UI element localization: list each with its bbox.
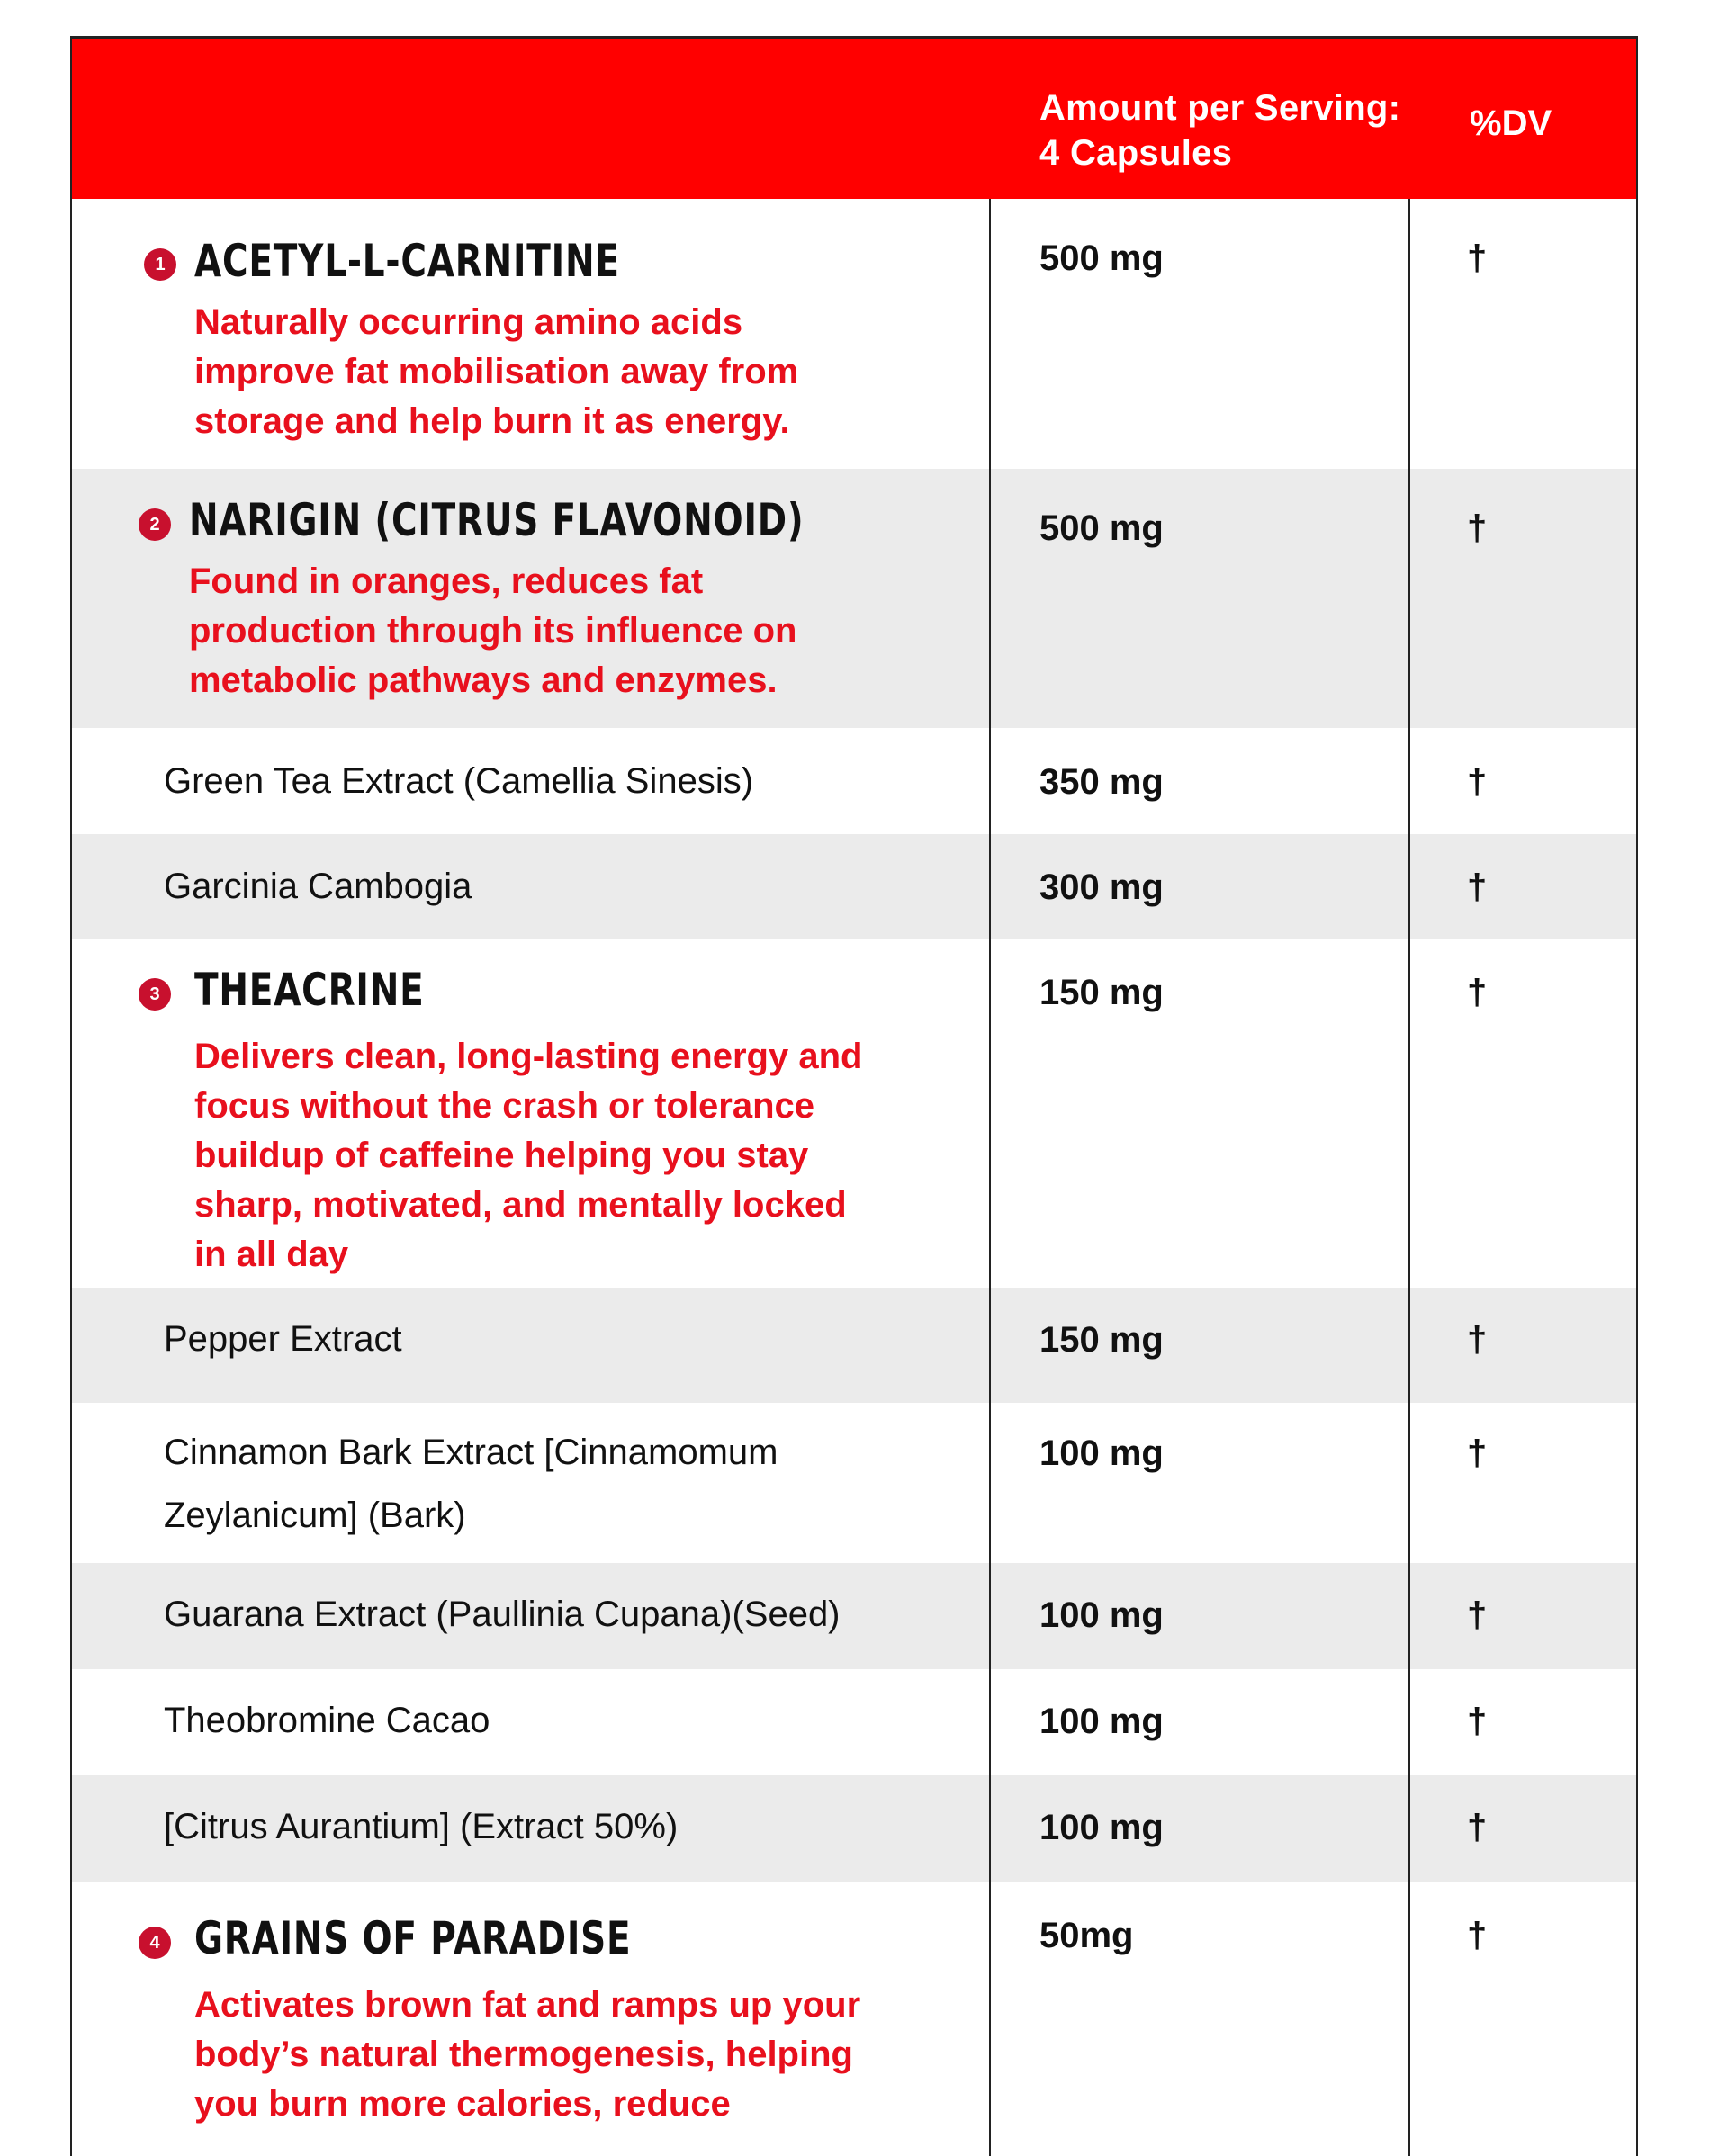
description-line: metabolic pathways and enzymes. — [189, 660, 778, 700]
amount-value: 100 mg — [1040, 1808, 1164, 1847]
ingredient-title: ACETYL-L-CARNITINE — [194, 235, 620, 287]
description-line: improve fat mobilisation away from — [194, 352, 799, 391]
dv-value: † — [1467, 867, 1488, 907]
table-row — [72, 939, 1636, 1288]
amount-value: 350 mg — [1040, 762, 1164, 802]
description-line: you burn more calories, reduce — [194, 2084, 731, 2124]
table-row — [72, 1563, 1636, 1669]
dv-value: † — [1467, 508, 1488, 548]
amount-value: 150 mg — [1040, 1320, 1164, 1360]
number-badge: 1 — [144, 248, 176, 281]
table-row — [72, 1288, 1636, 1403]
description-line: in all day — [194, 1235, 349, 1274]
ingredient-name: Guarana Extract (Paullinia Cupana)(Seed) — [164, 1595, 841, 1634]
description-line: Activates brown fat and ramps up your — [194, 1985, 861, 2025]
table-row — [72, 1403, 1636, 1563]
description-line: buildup of caffeine helping you stay — [194, 1136, 809, 1175]
ingredient-description — [194, 1032, 862, 1280]
amount-value: 500 mg — [1040, 238, 1164, 278]
column-divider — [1408, 199, 1410, 2156]
description-line: focus without the crash or tolerance — [194, 1086, 815, 1126]
ingredient-description — [194, 298, 798, 446]
amount-value: 100 mg — [1040, 1595, 1164, 1635]
dv-value: † — [1467, 1808, 1488, 1847]
table-row — [72, 834, 1636, 939]
amount-header-line2: 4 Capsules — [1040, 133, 1233, 173]
dv-value: † — [1467, 973, 1488, 1012]
amount-value: 300 mg — [1040, 867, 1164, 907]
ingredient-title: NARIGIN (CITRUS FLAVONOID) — [189, 494, 805, 546]
number-badge: 4 — [139, 1927, 171, 1959]
table-row — [72, 199, 1636, 469]
supplement-facts-table — [70, 36, 1638, 2156]
ingredient-title: GRAINS OF PARADISE — [194, 1912, 632, 1964]
column-divider — [989, 199, 991, 2156]
dv-value: † — [1467, 1320, 1488, 1360]
ingredient-name: Theobromine Cacao — [164, 1701, 490, 1740]
dv-value: † — [1467, 238, 1488, 278]
description-line: storage and help burn it as energy. — [194, 401, 790, 441]
amount-value: 50mg — [1040, 1916, 1134, 1955]
description-line: Delivers clean, long-lasting energy and — [194, 1037, 863, 1076]
table-row — [72, 1775, 1636, 1882]
amount-value: 150 mg — [1040, 973, 1164, 1012]
table-header — [72, 39, 1636, 199]
amount-header-line1: Amount per Serving: — [1040, 88, 1401, 128]
table-row — [72, 469, 1636, 728]
table-row — [72, 1882, 1636, 2156]
dv-value: † — [1467, 1595, 1488, 1635]
table-row — [72, 728, 1636, 834]
ingredient-description — [189, 557, 797, 705]
dv-value: † — [1467, 1433, 1488, 1473]
ingredient-name: Pepper Extract — [164, 1319, 402, 1359]
ingredient-name-line: Zeylanicum] (Bark) — [164, 1496, 466, 1535]
ingredient-name: Garcinia Cambogia — [164, 867, 472, 906]
description-line: production through its influence on — [189, 611, 797, 651]
amount-value: 100 mg — [1040, 1702, 1164, 1741]
ingredient-name — [164, 1421, 778, 1547]
ingredient-description — [194, 1981, 860, 2129]
number-badge: 2 — [139, 508, 171, 541]
ingredient-title: THEACRINE — [194, 964, 425, 1016]
dv-value: † — [1467, 762, 1488, 802]
dv-value: † — [1467, 1702, 1488, 1741]
table-row — [72, 1669, 1636, 1775]
dv-value: † — [1467, 1916, 1488, 1955]
number-badge: 3 — [139, 978, 171, 1011]
description-line: sharp, motivated, and mentally locked — [194, 1185, 847, 1225]
amount-value: 500 mg — [1040, 508, 1164, 548]
amount-value: 100 mg — [1040, 1433, 1164, 1473]
description-line: Found in oranges, reduces fat — [189, 561, 704, 601]
ingredient-name: Green Tea Extract (Camellia Sinesis) — [164, 761, 754, 801]
amount-per-serving-header — [1040, 85, 1400, 175]
dv-header: %DV — [1470, 103, 1552, 143]
ingredient-name-line: Cinnamon Bark Extract [Cinnamomum — [164, 1433, 778, 1472]
description-line: body’s natural thermogenesis, helping — [194, 2035, 853, 2074]
ingredient-name: [Citrus Aurantium] (Extract 50%) — [164, 1807, 679, 1846]
description-line: Naturally occurring amino acids — [194, 302, 743, 342]
